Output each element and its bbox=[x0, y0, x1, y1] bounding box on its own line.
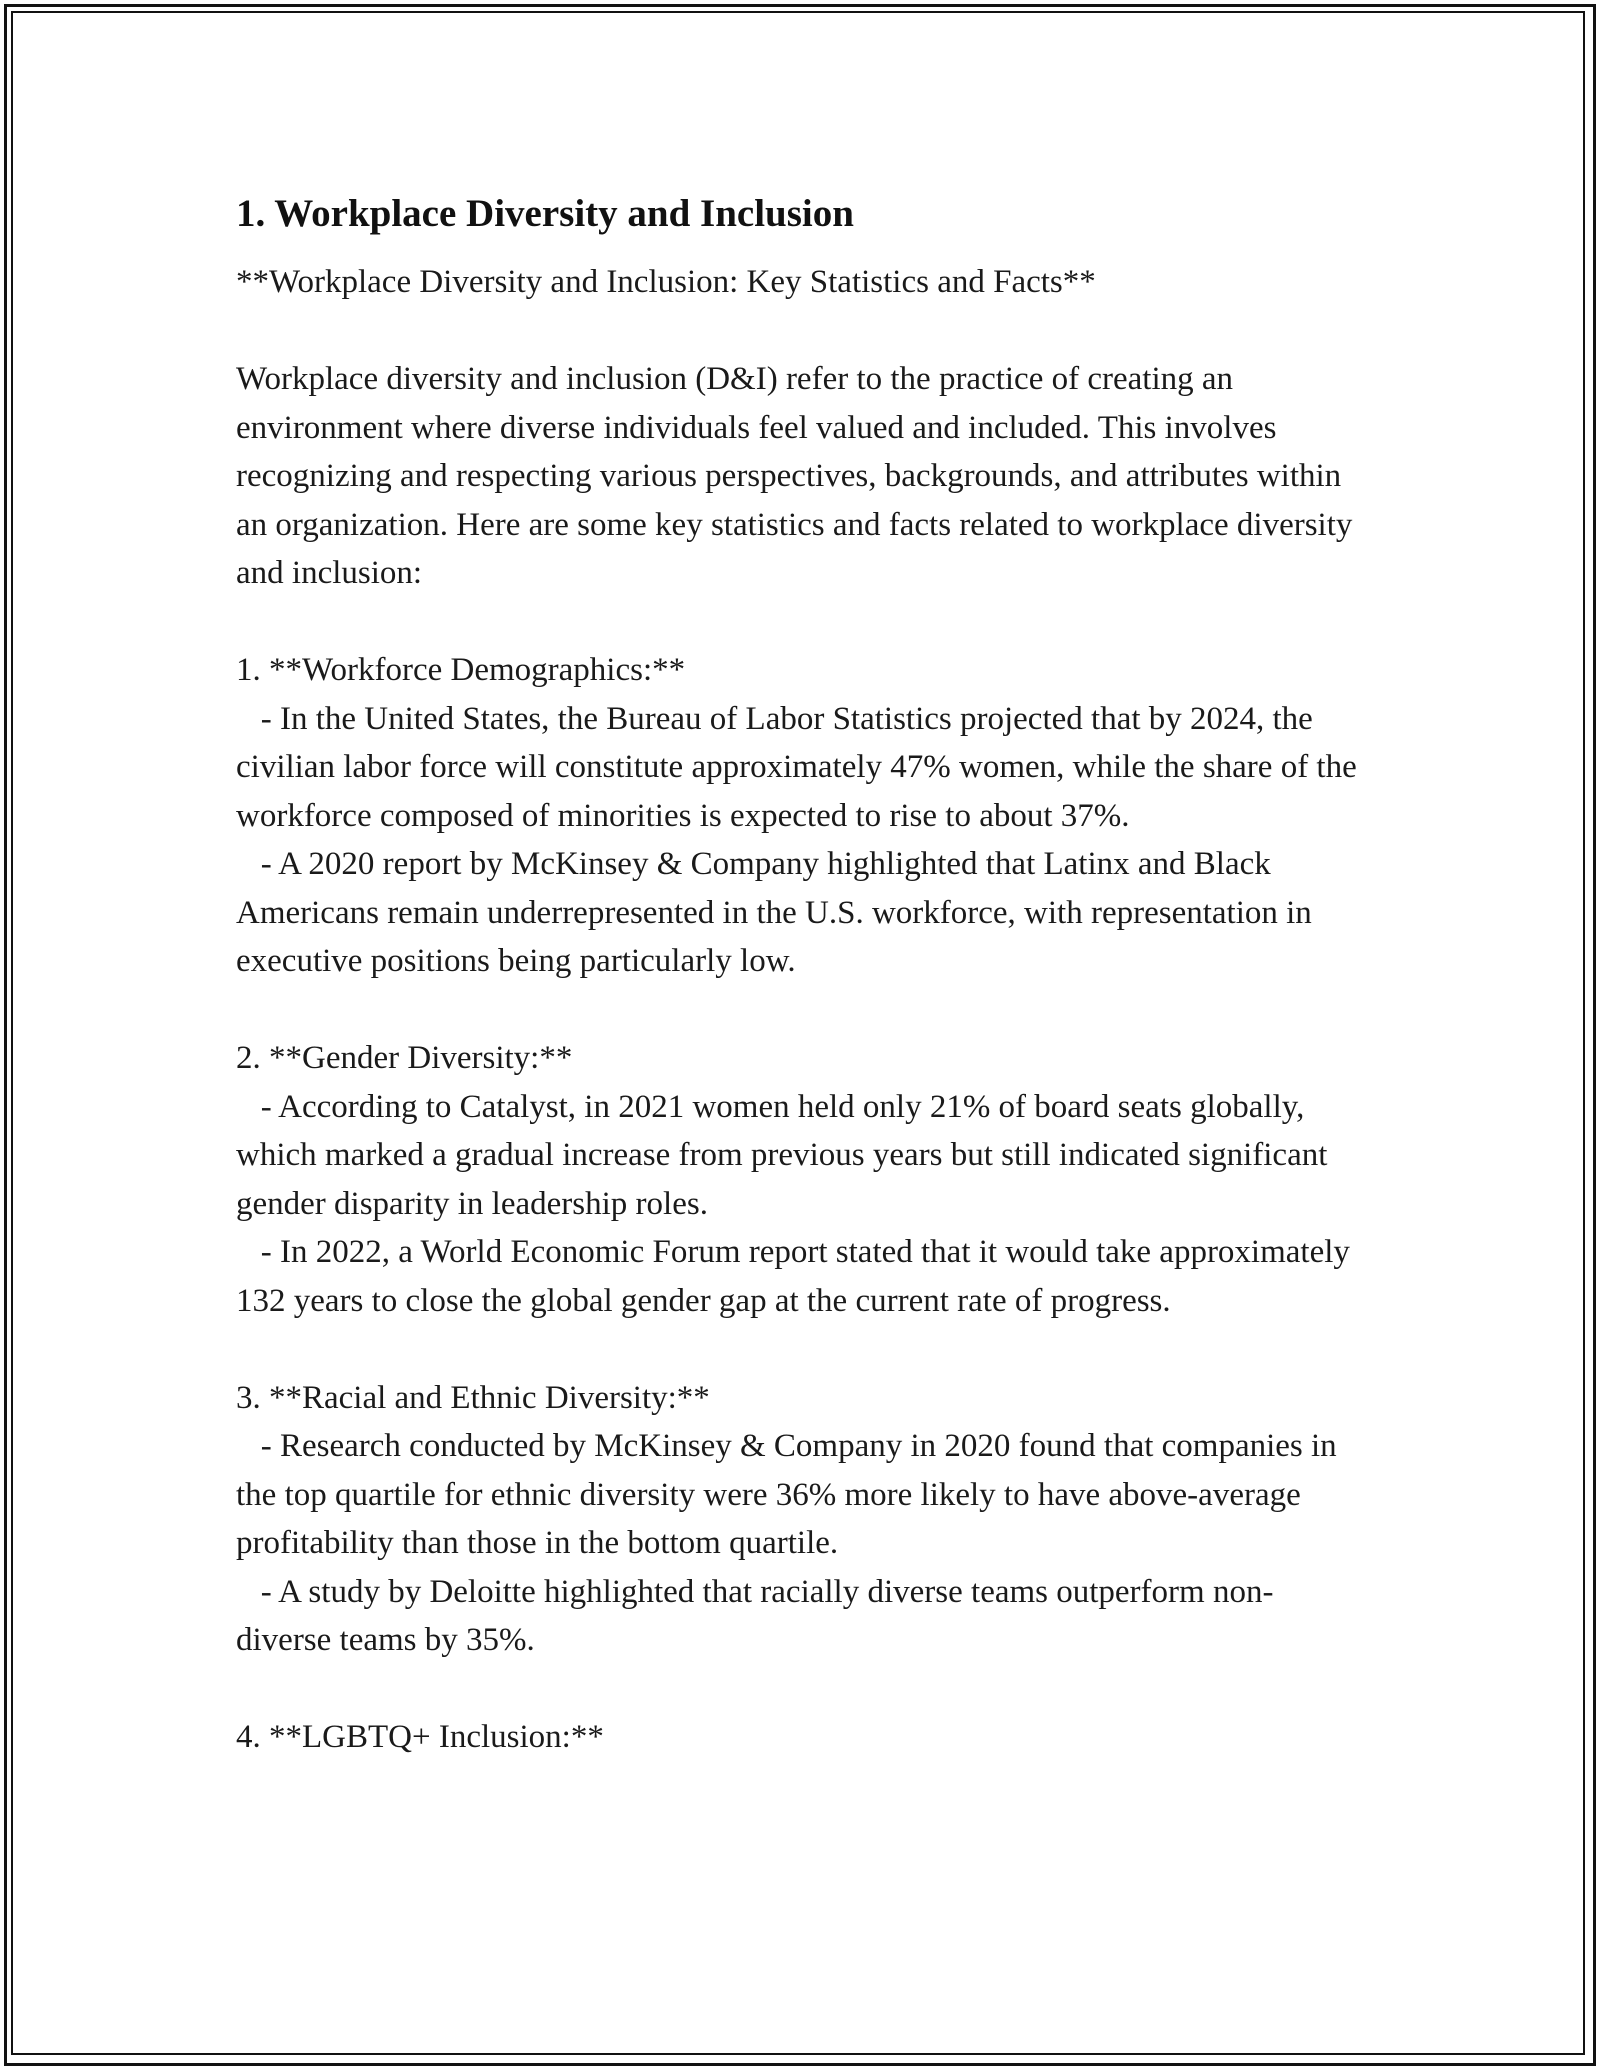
section-workforce-demographics bbox=[236, 646, 1366, 986]
list-item: - A 2020 report by McKinsey & Company highlighted that Latinx and Black Americans remain underrepresented in the U.S. workforce, with representation in executive positions being particularly low. bbox=[236, 846, 1321, 979]
document-subtitle: **Workplace Diversity and Inclusion: Key Statistics and Facts** bbox=[236, 264, 1096, 300]
section-heading: 1. **Workforce Demographics:** bbox=[236, 652, 686, 688]
intro-paragraph: Workplace diversity and inclusion (D&I) refer to the practice of creating an environment where diverse individuals feel valued and included. This involves recognizing and respecting various perspectives, backgrounds, and attributes within an organization. Here are some key statistics and facts related to workplace diversity and inclusion: bbox=[236, 361, 1353, 591]
section-heading: 2. **Gender Diversity:** bbox=[236, 1040, 573, 1076]
list-item: - In 2022, a World Economic Forum report stated that it would take approximately 132 years to close the global gender gap at the current rate of progress. bbox=[236, 1234, 1359, 1319]
list-item: - Research conducted by McKinsey & Company in 2020 found that companies in the top quartile for ethnic diversity were 36% more likely to have above-average profitability than those in the bottom quartile. bbox=[236, 1428, 1345, 1561]
section-racial-ethnic-diversity bbox=[236, 1374, 1366, 1665]
section-heading: 4. **LGBTQ+ Inclusion:** bbox=[236, 1719, 604, 1755]
document-body bbox=[236, 184, 1366, 1762]
section-gender-diversity bbox=[236, 1034, 1366, 1325]
list-item: - According to Catalyst, in 2021 women held only 21% of board seats globally, which marked a gradual increase from previous years but still indicated significant gender disparity in leadership roles. bbox=[236, 1088, 1336, 1222]
section-heading: 3. **Racial and Ethnic Diversity:** bbox=[236, 1379, 710, 1416]
list-item: - A study by Deloitte highlighted that racially diverse teams outperform non-diverse teams by 35%. bbox=[236, 1573, 1274, 1658]
list-item: - In the United States, the Bureau of Labor Statistics projected that by 2024, the civilian labor force will constitute approximately 47% women, while the share of the workforce composed of minorities is expected to rise to about 37%. bbox=[236, 700, 1365, 834]
page-title: 1. Workplace Diversity and Inclusion bbox=[236, 192, 854, 235]
section-lgbtq-inclusion bbox=[236, 1713, 1366, 1762]
